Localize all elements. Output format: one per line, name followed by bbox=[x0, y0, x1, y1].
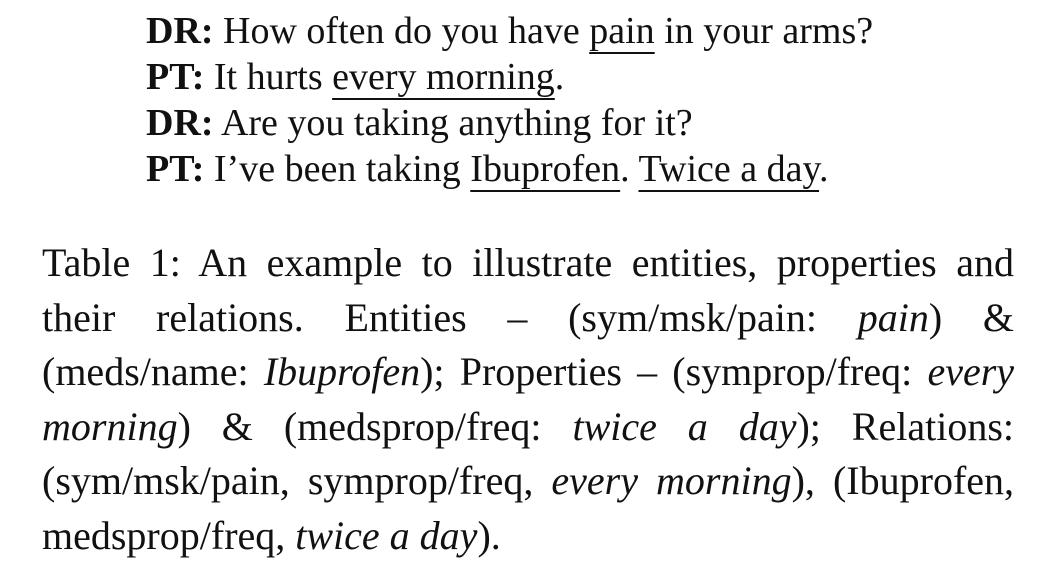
property-mention-twice-a-day: Twice a day bbox=[638, 148, 820, 190]
dialogue-line-1 bbox=[146, 8, 1006, 54]
caption-text: An example to illustrate entities, properties and their relations. Entities – (sym/msk/pain: bbox=[42, 240, 1015, 340]
caption-label: Table 1: bbox=[42, 240, 181, 285]
entity-mention-pain: pain bbox=[589, 10, 655, 52]
utterance-text: How often do you have bbox=[223, 10, 580, 52]
utterance-text: It hurts bbox=[213, 56, 323, 98]
dialogue-line-3 bbox=[146, 100, 1006, 146]
speaker-label: DR: bbox=[146, 10, 214, 52]
caption-text: ); Properties – (symprop/freq: bbox=[420, 349, 913, 394]
entity-mention-ibuprofen: Ibuprofen bbox=[470, 148, 621, 190]
caption-italic: Ibuprofen bbox=[263, 349, 421, 394]
utterance-text: . bbox=[554, 56, 565, 98]
property-mention-every-morning: every morning bbox=[332, 56, 555, 98]
caption-text: ), (Ibuprofen, medsprop/freq, bbox=[42, 458, 1015, 558]
caption-italic: pain bbox=[857, 294, 929, 340]
utterance-text: Are you taking anything for it? bbox=[220, 102, 693, 144]
speaker-label: PT: bbox=[146, 56, 205, 98]
utterance-text: I’ve been taking bbox=[213, 148, 461, 190]
caption-text: ); Relations: (sym/msk/pain, symprop/freq, bbox=[42, 403, 1015, 503]
speaker-label: PT: bbox=[146, 148, 205, 190]
caption-italic: twice a day bbox=[295, 512, 478, 558]
dialogue-line-4 bbox=[146, 146, 1006, 192]
utterance-text: . bbox=[819, 148, 829, 190]
table-caption bbox=[42, 236, 1014, 563]
caption-text: ). bbox=[477, 512, 501, 558]
caption-italic: every morning bbox=[42, 349, 1015, 449]
caption-text: ) & (medsprop/freq: bbox=[177, 403, 542, 449]
caption-italic: every morning bbox=[551, 458, 792, 503]
utterance-text: . bbox=[620, 148, 630, 190]
utterance-text: in your arms? bbox=[664, 10, 874, 52]
caption-text: ) & (meds/name: bbox=[42, 294, 1014, 394]
dialogue-line-2 bbox=[146, 54, 1006, 100]
speaker-label: DR: bbox=[146, 102, 214, 144]
caption-italic: twice a day bbox=[572, 403, 797, 449]
dialogue-example bbox=[146, 8, 1006, 192]
